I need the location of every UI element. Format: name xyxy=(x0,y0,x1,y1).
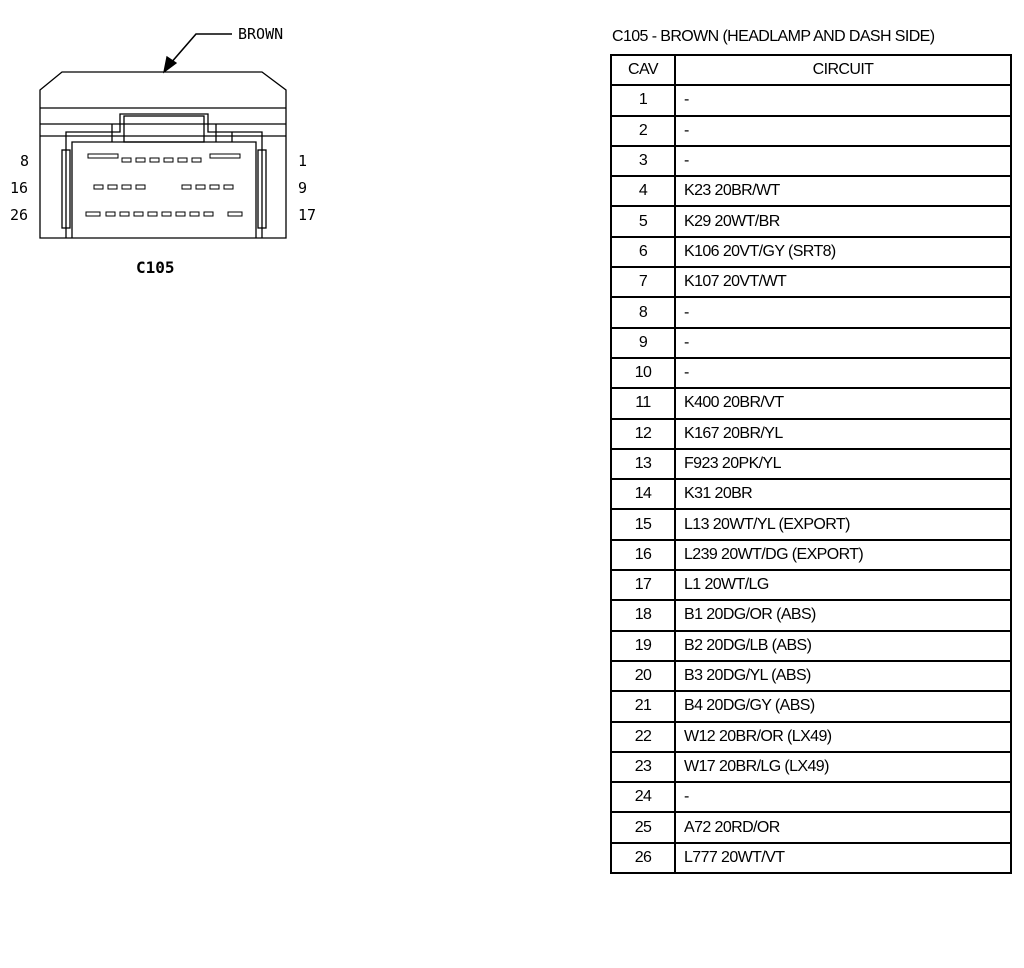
circuit-cell: K167 20BR/YL xyxy=(675,419,1011,449)
cav-cell: 20 xyxy=(611,661,675,691)
cav-cell: 8 xyxy=(611,297,675,327)
table-row xyxy=(611,631,1011,661)
circuit-cell: F923 20PK/YL xyxy=(675,449,1011,479)
cav-cell: 14 xyxy=(611,479,675,509)
circuit-cell: - xyxy=(675,85,1011,115)
table-row xyxy=(611,782,1011,812)
cav-header: CAV xyxy=(611,55,675,85)
terminal-cavity xyxy=(150,158,159,162)
terminal-cavity xyxy=(134,212,143,216)
table-row xyxy=(611,116,1011,146)
terminal-cavity xyxy=(210,154,240,158)
terminal-cavity xyxy=(136,185,145,189)
circuit-cell: - xyxy=(675,146,1011,176)
terminal-cavity xyxy=(106,212,115,216)
circuit-cell: B4 20DG/GY (ABS) xyxy=(675,691,1011,721)
pin-label-1: 1 xyxy=(298,152,308,170)
table-row xyxy=(611,267,1011,297)
circuit-cell: B3 20DG/YL (ABS) xyxy=(675,661,1011,691)
cav-cell: 4 xyxy=(611,176,675,206)
cav-cell: 3 xyxy=(611,146,675,176)
terminal-cavity xyxy=(176,212,185,216)
cav-cell: 12 xyxy=(611,419,675,449)
terminal-cavities xyxy=(86,154,242,216)
circuit-cell: K31 20BR xyxy=(675,479,1011,509)
circuit-cell: - xyxy=(675,297,1011,327)
cav-cell: 11 xyxy=(611,388,675,418)
terminal-cavity xyxy=(182,185,191,189)
circuit-cell: B2 20DG/LB (ABS) xyxy=(675,631,1011,661)
circuit-cell: K23 20BR/WT xyxy=(675,176,1011,206)
cav-cell: 26 xyxy=(611,843,675,873)
circuit-cell: B1 20DG/OR (ABS) xyxy=(675,600,1011,630)
cav-cell: 19 xyxy=(611,631,675,661)
terminal-cavity xyxy=(178,158,187,162)
cav-cell: 25 xyxy=(611,812,675,842)
terminal-cavity xyxy=(88,154,118,158)
cav-cell: 5 xyxy=(611,206,675,236)
cav-cell: 22 xyxy=(611,722,675,752)
terminal-cavity xyxy=(86,212,100,216)
terminal-cavity xyxy=(122,185,131,189)
table-row xyxy=(611,540,1011,570)
pin-label-17: 17 xyxy=(298,206,317,224)
wire-color-label: BROWN xyxy=(238,25,284,43)
pin-label-16: 16 xyxy=(10,179,29,197)
table-row xyxy=(611,752,1011,782)
table-row xyxy=(611,388,1011,418)
terminal-cavity xyxy=(190,212,199,216)
table-row xyxy=(611,661,1011,691)
circuit-cell: K107 20VT/WT xyxy=(675,267,1011,297)
table-header-row xyxy=(611,55,1011,85)
cav-cell: 15 xyxy=(611,509,675,539)
table-row xyxy=(611,449,1011,479)
terminal-cavity xyxy=(228,212,242,216)
terminal-cavity xyxy=(122,158,131,162)
terminal-cavity xyxy=(196,185,205,189)
terminal-cavity xyxy=(148,212,157,216)
circuit-cell: A72 20RD/OR xyxy=(675,812,1011,842)
pinout-table xyxy=(610,54,1012,874)
leader-line xyxy=(170,34,232,64)
locking-tab xyxy=(124,116,204,142)
circuit-cell: - xyxy=(675,116,1011,146)
terminal-cavity xyxy=(204,212,213,216)
circuit-cell: W12 20BR/OR (LX49) xyxy=(675,722,1011,752)
cav-cell: 6 xyxy=(611,237,675,267)
circuit-header: CIRCUIT xyxy=(675,55,1011,85)
terminal-cavity xyxy=(162,212,171,216)
pin-label-8: 8 xyxy=(20,152,30,170)
cav-cell: 17 xyxy=(611,570,675,600)
terminal-cavity xyxy=(136,158,145,162)
table-row xyxy=(611,722,1011,752)
connector-diagram xyxy=(0,0,330,290)
cav-cell: 2 xyxy=(611,116,675,146)
table-row xyxy=(611,691,1011,721)
circuit-cell: L13 20WT/YL (EXPORT) xyxy=(675,509,1011,539)
table-row xyxy=(611,600,1011,630)
circuit-cell: - xyxy=(675,328,1011,358)
terminal-cavity xyxy=(108,185,117,189)
circuit-cell: K106 20VT/GY (SRT8) xyxy=(675,237,1011,267)
table-row xyxy=(611,812,1011,842)
terminal-cavity xyxy=(120,212,129,216)
circuit-cell: W17 20BR/LG (LX49) xyxy=(675,752,1011,782)
cav-cell: 10 xyxy=(611,358,675,388)
circuit-cell: L239 20WT/DG (EXPORT) xyxy=(675,540,1011,570)
cav-cell: 24 xyxy=(611,782,675,812)
table-row xyxy=(611,358,1011,388)
table-row xyxy=(611,297,1011,327)
circuit-cell: L1 20WT/LG xyxy=(675,570,1011,600)
table-row xyxy=(611,328,1011,358)
terminal-cavity xyxy=(164,158,173,162)
circuit-cell: - xyxy=(675,782,1011,812)
table-row xyxy=(611,146,1011,176)
cav-cell: 1 xyxy=(611,85,675,115)
cav-cell: 9 xyxy=(611,328,675,358)
table-row xyxy=(611,479,1011,509)
cav-cell: 18 xyxy=(611,600,675,630)
connector-housing xyxy=(40,72,286,238)
terminal-cavity xyxy=(210,185,219,189)
table-row xyxy=(611,176,1011,206)
cav-cell: 7 xyxy=(611,267,675,297)
pin-label-26: 26 xyxy=(10,206,29,224)
table-row xyxy=(611,509,1011,539)
terminal-cavity xyxy=(94,185,103,189)
table-row xyxy=(611,237,1011,267)
circuit-cell: L777 20WT/VT xyxy=(675,843,1011,873)
cav-cell: 13 xyxy=(611,449,675,479)
circuit-cell: K29 20WT/BR xyxy=(675,206,1011,236)
circuit-cell: - xyxy=(675,358,1011,388)
table-row xyxy=(611,85,1011,115)
cav-cell: 21 xyxy=(611,691,675,721)
table-row xyxy=(611,570,1011,600)
table-row xyxy=(611,843,1011,873)
terminal-cavity xyxy=(224,185,233,189)
connector-id-label: C105 xyxy=(136,258,175,277)
cav-cell: 16 xyxy=(611,540,675,570)
terminal-cavity xyxy=(192,158,201,162)
table-row xyxy=(611,419,1011,449)
circuit-cell: K400 20BR/VT xyxy=(675,388,1011,418)
cav-cell: 23 xyxy=(611,752,675,782)
table-title: C105 - BROWN (HEADLAMP AND DASH SIDE) xyxy=(612,28,935,45)
table-row xyxy=(611,206,1011,236)
pin-label-9: 9 xyxy=(298,179,308,197)
